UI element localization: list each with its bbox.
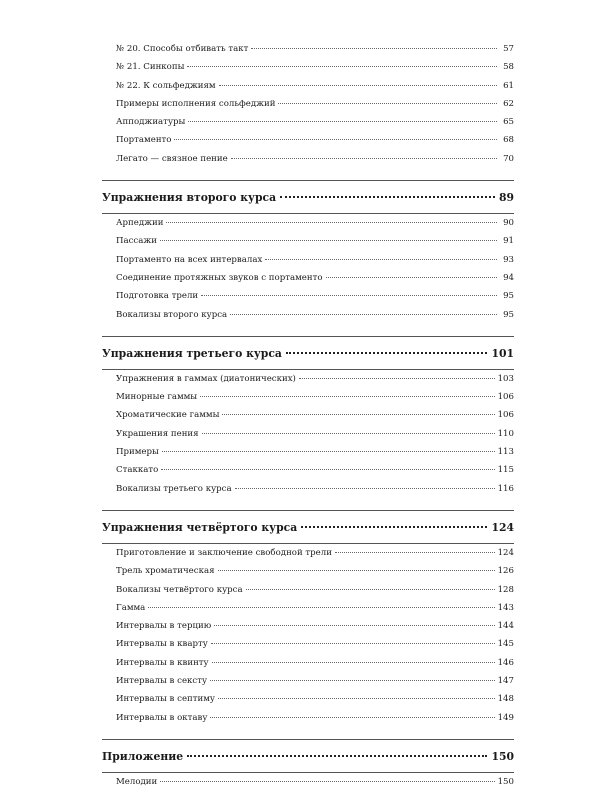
toc-entry-title: № 21. Синкопы [116,62,185,73]
toc-entry-title: Украшения пения [116,428,199,439]
toc-entry-page-number: 95 [503,291,514,302]
toc-entry-title: Портаменто [116,135,172,146]
toc-entry[interactable] [102,548,514,566]
section-divider [102,739,514,740]
toc-entry-page-number: 148 [497,694,514,705]
toc-entry-title: Интервалы в септиму [116,694,215,705]
toc-entry-title: № 22. К сольфеджиям [116,80,216,91]
toc-entry[interactable] [102,117,514,135]
dot-leader [162,451,495,452]
toc-entry-title: Соединение протяжных звуков с портаменто [116,272,323,283]
toc-entry-title: Приготовление и заключение свободной трели [116,547,332,558]
dot-leader [174,139,497,140]
dot-leader [210,717,494,718]
toc-entry-title: Интервалы в терцию [116,621,212,632]
toc-section-heading[interactable] [102,521,514,543]
table-of-contents [102,44,514,795]
toc-entry-title: Арпеджии [116,218,164,229]
toc-entry-page-number: 103 [497,373,514,384]
toc-entry[interactable] [102,639,514,657]
toc-section-heading[interactable] [102,347,514,369]
toc-entry-title: Мелодии [116,776,158,787]
toc-entry[interactable] [102,310,514,328]
toc-entry-title: Вокализы второго курса [116,309,228,320]
toc-entry[interactable] [102,218,514,236]
toc-section-heading-page-number: 150 [491,749,514,763]
dot-leader [202,433,495,434]
toc-entry-page-number: 146 [497,657,514,668]
toc-entry-page-number: 91 [503,236,514,247]
dot-leader [218,570,495,571]
dot-leader [265,259,497,260]
toc-entry[interactable] [102,694,514,712]
dot-leader [210,680,495,681]
dot-leader [166,222,497,223]
toc-entry-page-number: 147 [497,676,514,687]
toc-entry[interactable] [102,99,514,117]
toc-entry[interactable] [102,81,514,99]
toc-entry-page-number: 68 [503,135,514,146]
dot-leader [200,396,494,397]
toc-entry-title: Стаккато [116,465,159,476]
toc-entry-page-number: 115 [497,465,514,476]
toc-entry-page-number: 110 [497,428,514,439]
toc-entry-page-number: 106 [497,392,514,403]
dot-leader [230,314,497,315]
dot-leader [160,781,494,782]
dot-leader [187,755,487,757]
toc-section-heading-title: Упражнения четвёртого курса [102,520,298,534]
toc-entry-page-number: 58 [503,62,514,73]
toc-section-heading-page-number: 89 [498,191,514,205]
toc-entry-page-number: 106 [497,410,514,421]
toc-entry[interactable] [102,447,514,465]
dot-leader [187,66,497,67]
toc-entry[interactable] [102,658,514,676]
toc-section-heading-title: Приложение [102,749,184,763]
dot-leader [246,589,495,590]
dot-leader [286,352,488,354]
toc-entry-page-number: 144 [497,621,514,632]
toc-entry[interactable] [102,566,514,584]
toc-section-heading-title: Упражнения второго курса [102,191,277,205]
toc-entry-title: Апподжиатуры [116,117,186,128]
toc-entry[interactable] [102,429,514,447]
toc-entry[interactable] [102,154,514,172]
toc-entry-page-number: 90 [503,218,514,229]
toc-entry-title: Трель хроматическая [116,566,215,577]
dot-leader [278,103,497,104]
dot-leader [214,625,494,626]
toc-entry[interactable] [102,62,514,80]
dot-leader [201,295,497,296]
toc-entry-page-number: 113 [497,447,514,458]
toc-entry[interactable] [102,465,514,483]
toc-entry-page-number: 124 [497,547,514,558]
dot-leader [212,662,495,663]
toc-entry-page-number: 94 [503,272,514,283]
dot-leader [231,158,497,159]
dot-leader [148,607,494,608]
dot-leader [251,48,497,49]
toc-entry-title: Интервалы в сексту [116,676,208,687]
toc-entry-title: Упражнения в гаммах (диатонических) [116,373,296,384]
dot-leader [219,85,497,86]
section-divider [102,180,514,181]
toc-entry-page-number: 150 [497,776,514,787]
dot-leader [211,643,495,644]
toc-entry[interactable] [102,603,514,621]
dot-leader [299,378,495,379]
toc-entry[interactable] [102,273,514,291]
toc-section-heading-page-number: 101 [491,346,514,360]
toc-entry[interactable] [102,135,514,153]
dot-leader [280,196,495,198]
dot-leader [161,469,494,470]
toc-entry[interactable] [102,236,514,254]
toc-entry-title: Вокализы третьего курса [116,483,232,494]
toc-entry[interactable] [102,484,514,502]
toc-entry-page-number: 70 [503,153,514,164]
dot-leader [160,240,497,241]
toc-entry[interactable] [102,585,514,603]
dot-leader [301,526,487,528]
toc-entry[interactable] [102,676,514,694]
dot-leader [218,698,495,699]
toc-entry-page-number: 95 [503,309,514,320]
toc-entry-title: № 20. Способы отбивать такт [116,44,249,54]
section-divider [102,336,514,337]
dot-leader [235,488,495,489]
toc-entry-page-number: 149 [497,712,514,723]
dot-leader [335,552,495,553]
toc-section-heading-title: Упражнения третьего курса [102,346,282,360]
toc-entry-title: Примеры [116,447,159,458]
toc-entry-page-number: 143 [497,602,514,613]
toc-entry-page-number: 65 [503,117,514,128]
toc-entry-title: Пассажи [116,236,158,247]
toc-section-heading[interactable] [102,750,514,772]
toc-entry[interactable] [102,621,514,639]
toc-entry-page-number: 126 [497,566,514,577]
toc-entry[interactable] [102,374,514,392]
toc-entry[interactable] [102,392,514,410]
toc-entry-title: Подготовка трели [116,291,199,302]
toc-entry[interactable] [102,713,514,731]
toc-entry-page-number: 57 [503,44,514,54]
toc-entry-title: Интервалы в квинту [116,657,209,668]
toc-section-heading[interactable] [102,191,514,213]
toc-entry[interactable] [102,777,514,795]
toc-entry[interactable] [102,44,514,62]
section-divider [102,510,514,511]
dot-leader [222,414,494,415]
toc-entry-page-number: 62 [503,98,514,109]
toc-entry[interactable] [102,410,514,428]
toc-entry-title: Интервалы в октаву [116,712,208,723]
toc-entry-title: Гамма [116,602,146,613]
toc-entry[interactable] [102,255,514,273]
toc-entry-page-number: 145 [497,639,514,650]
dot-leader [326,277,497,278]
toc-entry-title: Портаменто на всех интервалах [116,254,263,265]
toc-entry-page-number: 93 [503,254,514,265]
toc-entry-title: Интервалы в кварту [116,639,208,650]
toc-entry-page-number: 61 [503,80,514,91]
toc-section-heading-page-number: 124 [491,520,514,534]
dot-leader [188,121,497,122]
toc-entry-title: Хроматические гаммы [116,410,220,421]
toc-entry-page-number: 128 [497,584,514,595]
toc-entry-title: Легато — связное пение [116,153,228,164]
toc-entry-title: Примеры исполнения сольфеджий [116,98,276,109]
toc-entry-title: Минорные гаммы [116,392,198,403]
toc-entry[interactable] [102,291,514,309]
toc-entry-title: Вокализы четвёртого курса [116,584,243,595]
toc-entry-page-number: 116 [497,483,514,494]
